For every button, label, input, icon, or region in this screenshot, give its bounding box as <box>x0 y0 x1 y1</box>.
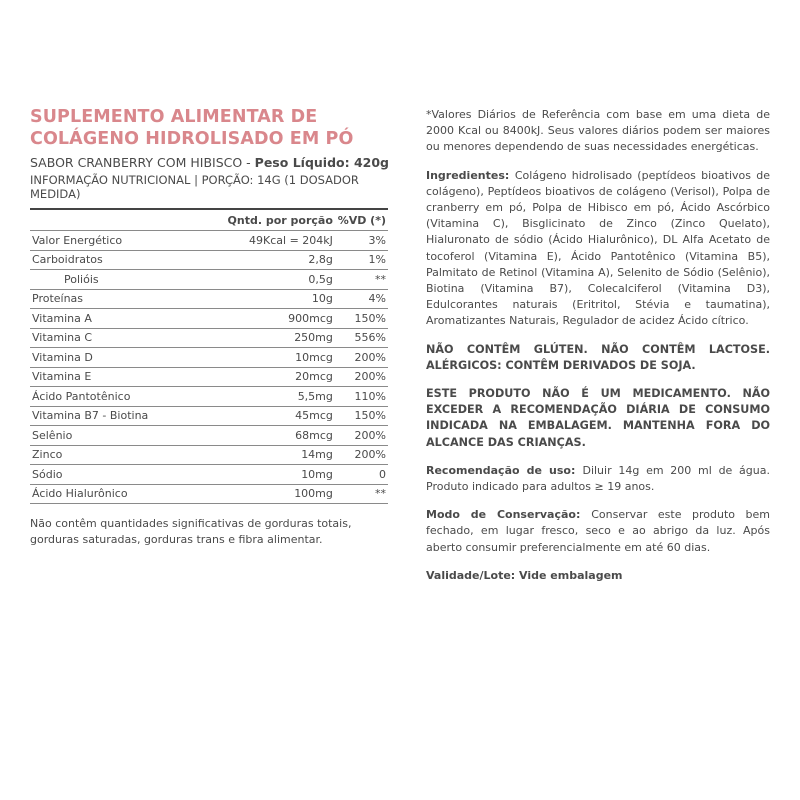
nutrient-name: Ácido Pantotênico <box>30 387 216 407</box>
nutrient-vd: 1% <box>335 250 388 270</box>
nutrient-vd: 556% <box>335 328 388 348</box>
table-row <box>30 289 388 309</box>
ingredients-label: Ingredientes: <box>426 168 515 182</box>
nutrient-name: Vitamina B7 - Biotina <box>30 406 216 426</box>
nutrient-amount: 2,8g <box>216 250 335 270</box>
product-details <box>426 107 770 596</box>
nutrient-amount: 20mcg <box>216 367 335 387</box>
storage-instructions <box>426 507 770 556</box>
nutrient-amount: 100mg <box>216 484 335 504</box>
nutrient-name: Zinco <box>30 445 216 465</box>
table-row <box>30 465 388 485</box>
table-header-row <box>30 209 388 231</box>
table-row <box>30 484 388 504</box>
nutrition-table <box>30 208 388 504</box>
nutrient-vd: 200% <box>335 348 388 368</box>
table-row <box>30 309 388 329</box>
usage-label: Recomendação de uso: <box>426 463 583 477</box>
allergen-warning: NÃO CONTÊM GLÚTEN. NÃO CONTÊM LACTOSE. ALÉRGICOS: CONTÊM DERIVADOS DE SOJA. <box>426 342 770 372</box>
table-row <box>30 367 388 387</box>
nutrition-info-heading: INFORMAÇÃO NUTRICIONAL | PORÇÃO: 14G (1 DOSADOR MEDIDA) <box>30 173 359 201</box>
nutrition-panel <box>30 106 390 548</box>
table-row <box>30 445 388 465</box>
flavor-text: SABOR CRANBERRY COM HIBISCO - <box>30 155 255 170</box>
nutrient-name: Carboidratos <box>30 250 216 270</box>
header-nutrient <box>30 209 216 231</box>
nutrient-vd: 4% <box>335 289 388 309</box>
storage-label: Modo de Conservação: <box>426 508 592 522</box>
medicine-warning: ESTE PRODUTO NÃO É UM MEDICAMENTO. NÃO EXCEDER A RECOMENDAÇÃO DIÁRIA DE CONSUMO INDICADA NA EMBALAGEM. MANTENHA FORA DO ALCANCE DAS CRIANÇAS. <box>426 387 770 449</box>
table-row <box>30 231 388 251</box>
nutrient-amount: 10g <box>216 289 335 309</box>
nutrient-amount: 68mcg <box>216 426 335 446</box>
nutrient-vd: 200% <box>335 367 388 387</box>
product-title <box>30 106 390 150</box>
usage-recommendation <box>426 463 770 495</box>
validity-text: Validade/Lote: Vide embalagem <box>426 568 623 582</box>
nutrient-vd: 150% <box>335 309 388 329</box>
daily-values-note: *Valores Diários de Referência com base em uma dieta de 2000 Kcal ou 8400kJ. Seus valores diários podem ser maiores ou menores dependendo de suas necessidades energéticas. <box>426 108 770 154</box>
nutrient-name: Vitamina C <box>30 328 216 348</box>
nutrient-amount: 14mg <box>216 445 335 465</box>
header-vd: %VD (*) <box>335 209 388 231</box>
header-amount: Qntd. por porção <box>216 209 335 231</box>
nutrient-vd: 200% <box>335 445 388 465</box>
nutrient-name: Polióis <box>30 270 216 290</box>
title-line-1: SUPLEMENTO ALIMENTAR DE <box>30 107 318 127</box>
ingredients-text: Colágeno hidrolisado (peptídeos bioativos de colágeno), Peptídeos bioativos de colágeno (Verisol), Polpa de cranberry em pó, Polpa de Hibisco em pó, Ácido Ascórbico (Vitamina C), Bisglicinato de Zinco (Zinco Quelato), Hialuronato de sódio (Ácido Hialurônico), DL Alfa Acetato de tocoferol (Vitamina E), Ácido Pantotênico (Vitamina B5), Palmitato de Retinol (Vitamina A), Selenito de Sódio (Selênio), Biotina (Vitamina B7), Colecalciferol (Vitamina D3), Edulcorantes naturais (Eritritol, Stévia e taumatina), Aromatizantes Naturais, Regulador de acidez Ácido cítrico. <box>426 168 770 328</box>
nutrient-vd: 200% <box>335 426 388 446</box>
nutrient-vd: ** <box>335 484 388 504</box>
net-weight: Peso Líquido: 420g <box>254 155 389 170</box>
table-row <box>30 426 388 446</box>
table-row <box>30 348 388 368</box>
table-row <box>30 250 388 270</box>
nutrition-footnote: Não contêm quantidades significativas de gorduras totais, gorduras saturadas, gorduras trans e fibra alimentar. <box>30 517 352 546</box>
nutrition-rows <box>30 231 388 504</box>
usage-text: Diluir 14g em 200 ml de água. Produto indicado para adultos ≥ 19 anos. <box>426 463 770 494</box>
nutrient-amount: 0,5g <box>216 270 335 290</box>
product-subtitle <box>30 155 390 170</box>
ingredients <box>426 168 770 330</box>
validity-lot <box>426 568 770 584</box>
nutrient-name: Valor Energético <box>30 231 216 251</box>
nutrient-name: Ácido Hialurônico <box>30 484 216 504</box>
nutrient-vd: 3% <box>335 231 388 251</box>
nutrient-name: Proteínas <box>30 289 216 309</box>
nutrient-vd: ** <box>335 270 388 290</box>
nutrient-name: Vitamina D <box>30 348 216 368</box>
nutrient-name: Vitamina A <box>30 309 216 329</box>
nutrient-vd: 150% <box>335 406 388 426</box>
nutrient-amount: 49Kcal = 204kJ <box>216 231 335 251</box>
nutrient-amount: 900mcg <box>216 309 335 329</box>
nutrient-amount: 10mg <box>216 465 335 485</box>
storage-text: Conservar este produto bem fechado, em lugar fresco, seco e ao abrigo da luz. Após aberto consumir preferencialmente em até 60 dias. <box>426 508 770 554</box>
nutrient-amount: 10mcg <box>216 348 335 368</box>
nutrient-name: Selênio <box>30 426 216 446</box>
nutrient-vd: 110% <box>335 387 388 407</box>
nutrient-amount: 250mg <box>216 328 335 348</box>
nutrient-amount: 5,5mg <box>216 387 335 407</box>
table-row <box>30 270 388 290</box>
table-row <box>30 387 388 407</box>
nutrient-amount: 45mcg <box>216 406 335 426</box>
nutrient-vd: 0 <box>335 465 388 485</box>
table-row <box>30 406 388 426</box>
table-row <box>30 328 388 348</box>
nutrient-name: Vitamina E <box>30 367 216 387</box>
nutrient-name: Sódio <box>30 465 216 485</box>
title-line-2: COLÁGENO HIDROLISADO EM PÓ <box>30 129 354 149</box>
